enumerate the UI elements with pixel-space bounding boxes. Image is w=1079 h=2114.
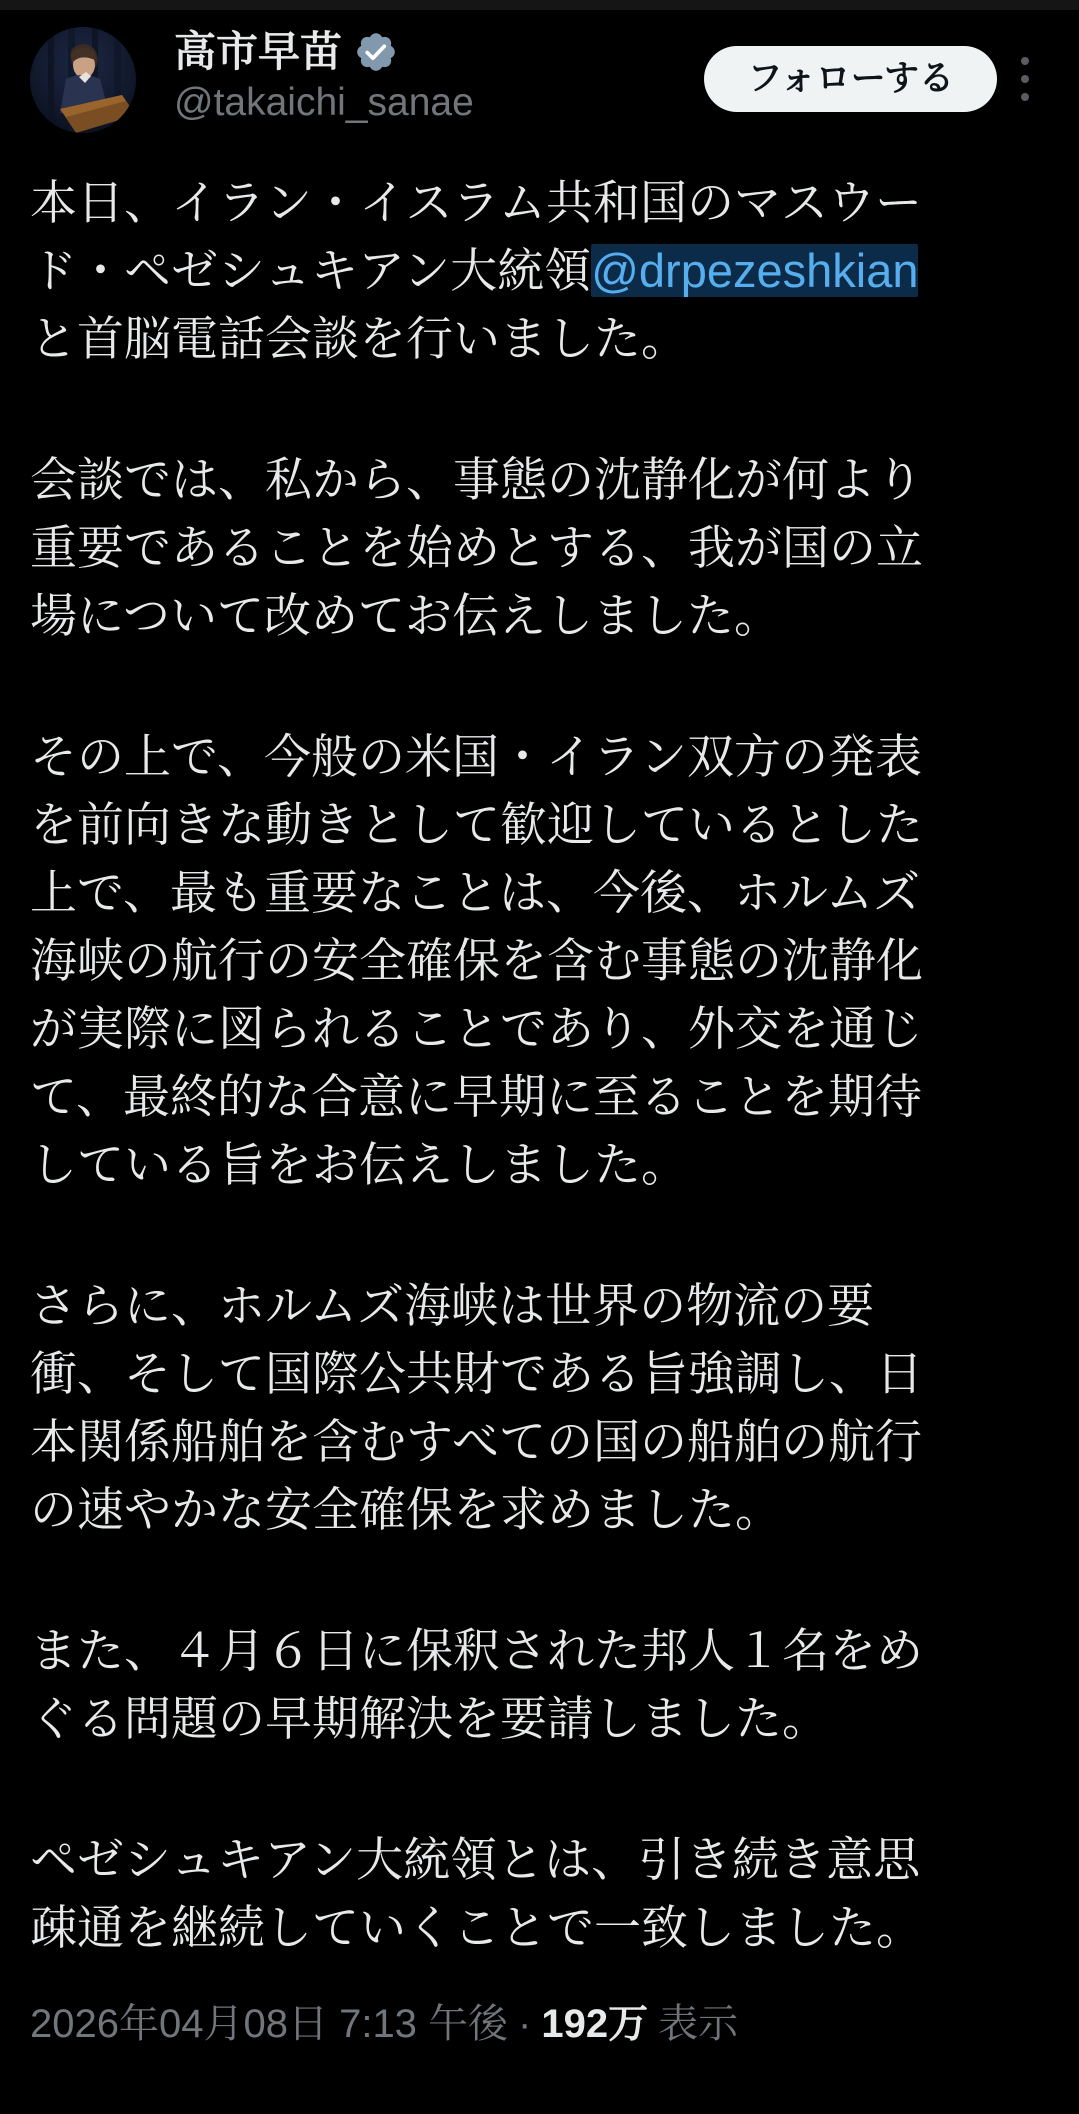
footer-separator: · — [518, 2002, 532, 2046]
tweet-paragraph: また、４月６日に保釈された邦人１名をめぐる問題の早期解決を要請しました。 — [30, 1624, 923, 1745]
more-vertical-dots-icon — [1021, 93, 1029, 101]
more-vertical-dots-icon — [1021, 57, 1029, 65]
mention-link[interactable]: @drpezeshkian — [591, 244, 919, 297]
follow-button[interactable]: フォローする — [704, 46, 997, 112]
tweet-paragraph: さらに、ホルムズ海峡は世界の物流の要衝、そして国際公共財である旨強調し、日本関係船舶を含むすべての国の船舶の航行の速やかな安全確保を求めました。 — [30, 1279, 923, 1536]
verified-badge-icon[interactable] — [354, 30, 398, 74]
views-count: 192万 — [541, 2002, 649, 2046]
more-vertical-dots-icon — [1021, 75, 1029, 83]
views-label: 表示 — [658, 2002, 739, 2046]
display-name-row[interactable] — [174, 29, 474, 75]
tweet-detail — [0, 27, 1079, 2050]
tweet-paragraph: 本日、イラン・イスラム共和国のマスウード・ペゼシュキアン大統領@drpezeshkianと首脳電話会談を行いました。 — [30, 176, 923, 365]
user-identity — [174, 27, 474, 126]
user-handle[interactable]: @takaichi_sanae — [174, 81, 474, 125]
tweet-paragraph: 会談では、私から、事態の沈静化が何より重要であることを始めとする、我が国の立場について改めてお伝えしました。 — [30, 453, 923, 642]
top-edge-strip — [0, 0, 1079, 10]
avatar[interactable] — [30, 27, 136, 133]
more-menu-button[interactable] — [1001, 39, 1049, 119]
tweet-text — [30, 169, 962, 1962]
display-name[interactable]: 高市早苗 — [174, 28, 343, 75]
tweet-footer — [30, 1998, 1049, 2050]
tweet-header — [30, 27, 1049, 133]
timestamp: 2026年04月08日 7:13 午後 — [30, 2002, 509, 2046]
tweet-paragraph: その上で、今般の米国・イラン双方の発表を前向きな動きとして歓迎しているとした上で、最も重要なことは、今後、ホルムズ海峡の航行の安全確保を含む事態の沈静化が実際に図られることであり、外交を通じて、最終的な合意に早期に至ることを期待している旨をお伝えしました。 — [30, 730, 923, 1191]
avatar-photo — [30, 27, 136, 133]
tweet-paragraph: ペゼシュキアン大統領とは、引き続き意思疎通を継続していくことで一致しました。 — [30, 1833, 923, 1954]
